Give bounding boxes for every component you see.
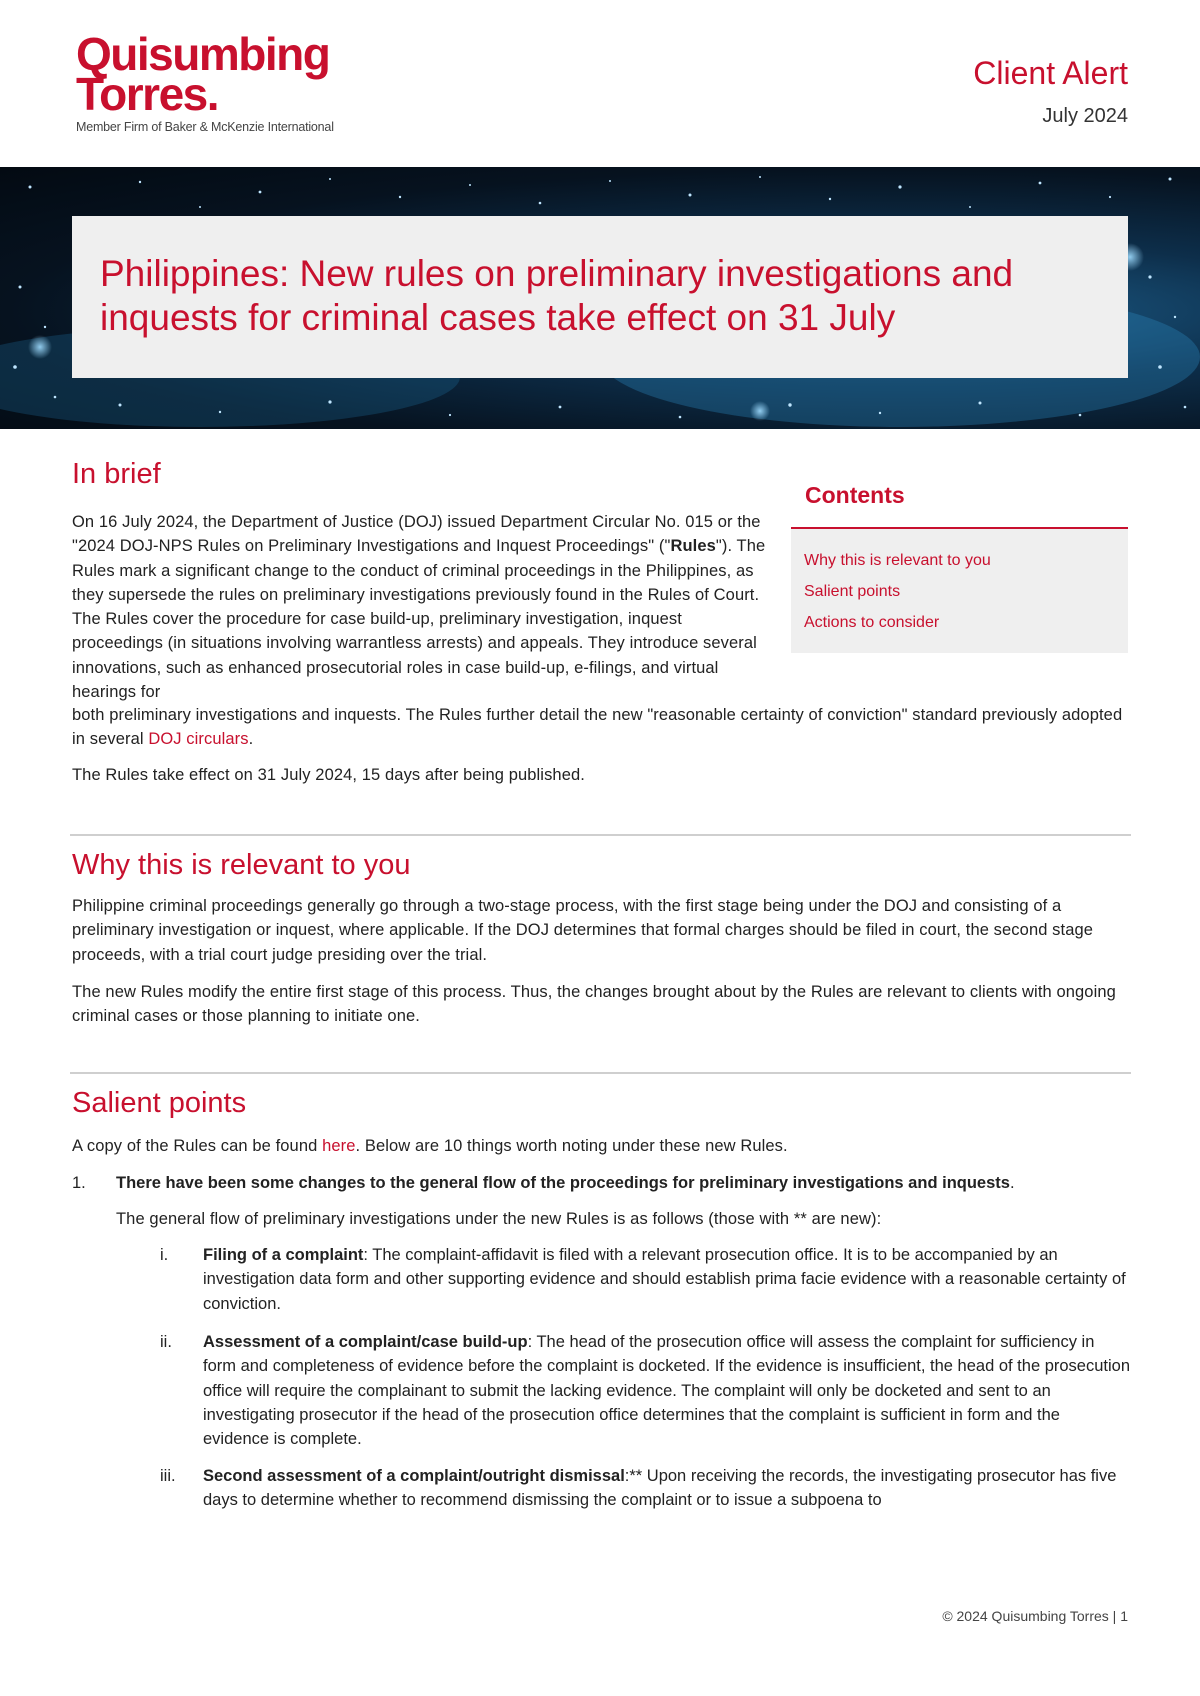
flow-intro: The general flow of preliminary investigations under the new Rules is as follows (those with ** are new): (116, 1210, 882, 1228)
document-date: July 2024 (1042, 105, 1128, 127)
in-brief-paragraph-2: The Rules take effect on 31 July 2024, 15 days after being published. (72, 766, 585, 784)
rules-term: Rules (670, 537, 716, 556)
step-heading: Second assessment of a complaint/outright dismissal (203, 1467, 625, 1485)
list-number: iii. (160, 1467, 176, 1485)
heading-salient-points: Salient points (72, 1087, 247, 1119)
relevance-paragraph-1: Philippine criminal proceedings generally go through a two-stage process, with the first stage being under the DOJ and consisting of a preliminary investigation or inquest, where applicable. If the DOJ determines that formal charges should be filed in court, the second stage proceeds, with a trial court judge presiding over the trial. (72, 897, 1094, 964)
contents-list (791, 529, 1128, 653)
heading-in-brief: In brief (72, 458, 161, 490)
contents-link-relevance[interactable]: Why this is relevant to you (804, 552, 991, 569)
title-panel (72, 216, 1128, 378)
salient-intro: A copy of the Rules can be found here. Below are 10 things worth noting under these new Rules. (72, 1137, 788, 1155)
list-number: ii. (160, 1333, 172, 1351)
doj-circulars-link[interactable]: DOJ circulars (148, 730, 249, 749)
in-brief-paragraph-1-continued: both preliminary investigations and inquests. The Rules further detail the new "reasonable certainty of conviction" standard previously adopted in several DOJ circulars. (72, 706, 1123, 749)
page-title: Philippines: New rules on preliminary investigations and inquests for criminal cases take effect on 31 July (100, 253, 1014, 338)
firm-logo (76, 28, 346, 134)
document-type: Client Alert (973, 55, 1128, 91)
heading-relevance: Why this is relevant to you (72, 849, 411, 881)
step-heading: Assessment of a complaint/case build-up (203, 1333, 528, 1351)
logo-tagline: Member Firm of Baker & McKenzie International (76, 120, 334, 134)
step-heading: Filing of a complaint (203, 1246, 364, 1264)
page-footer: © 2024 Quisumbing Torres | 1 (942, 1608, 1128, 1624)
table-of-contents (791, 470, 1128, 653)
relevance-paragraph-2: The new Rules modify the entire first stage of this process. Thus, the changes brought about by the Rules are relevant to clients with ongoing criminal cases or those planning to initiate one. (72, 983, 1116, 1026)
in-brief-paragraph-1: On 16 July 2024, the Department of Justice (DOJ) issued Department Circular No. 015 or the "2024 DOJ-NPS Rules on Preliminary Investigations and Inquest Proceedings" ("Rules"). The Rules mark a significant change to the conduct of criminal proceedings in the Philippines, as they supersede the rules on preliminary investigations previously found in the Rules of Court. The Rules cover the procedure for case build-up, preliminary investigation, inquest proceedings (in situations involving warrantless arrests) and appeals. They introduce several innovations, such as enhanced prosecutorial roles in case build-up, e-filings, and virtual hearings for (72, 513, 766, 702)
logo-wordmark-line2: Torres. (76, 68, 219, 120)
list-number: i. (160, 1246, 169, 1264)
point-heading: There have been some changes to the general flow of the proceedings for preliminary investigations and inquests (116, 1174, 1010, 1192)
section-divider (70, 834, 1131, 836)
section-divider (70, 1072, 1131, 1074)
contents-link-salient-points[interactable]: Salient points (804, 583, 901, 600)
contents-link-actions[interactable]: Actions to consider (804, 614, 940, 631)
logo-wordmark-line1: Quisumbing (76, 28, 330, 80)
rules-copy-link[interactable]: here (322, 1137, 356, 1155)
contents-title: Contents (805, 482, 905, 508)
list-number: 1. (72, 1174, 86, 1192)
